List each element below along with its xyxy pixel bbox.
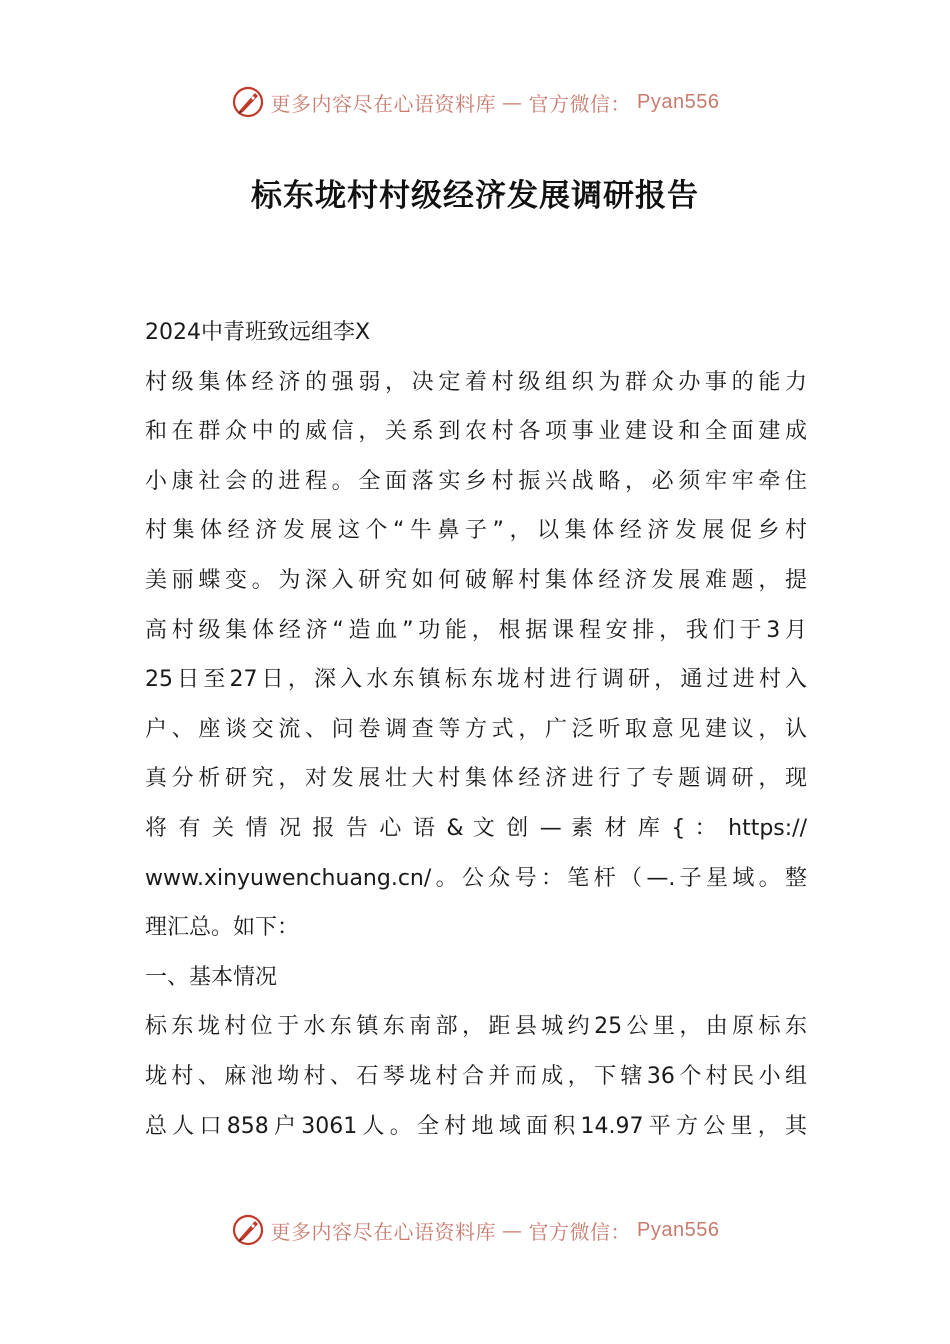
body-line: www.xinyuwenchuang.cn/。公众号：笔杆（—.子星域。整	[145, 865, 807, 891]
body-line: 总人口858户3061人。全村地域面积14.97平方公里，其	[145, 1113, 807, 1139]
body-line: 村级集体经济的强弱，决定着村级组织为群众办事的能力	[145, 369, 807, 395]
header-banner	[0, 82, 950, 122]
body-line: 高村级集体经济“造血”功能，根据课程安排，我们于3月	[145, 617, 807, 643]
body-line: 美丽蝶变。为深入研究如何破解村集体经济发展难题，提	[145, 567, 807, 593]
document-title: 标东垅村村级经济发展调研报告	[251, 178, 699, 214]
body-line: 理汇总。如下：	[145, 915, 300, 941]
body-line: 标东垅村位于水东镇东南部，距县城约25公里，由原标东	[145, 1014, 807, 1040]
body-line: 和在群众中的威信，关系到农村各项事业建设和全面建成	[145, 419, 807, 445]
section-heading: 一、基本情况	[145, 964, 278, 990]
document-body	[145, 308, 807, 1151]
body-line: 将 有 关 情 况 报 告 心 语 & 文 创 — 素 材 库 { ： https://	[145, 815, 807, 841]
banner-separator: —	[502, 1218, 523, 1242]
quill-pen-logo-icon	[231, 1213, 265, 1247]
body-line: 真分析研究，对发展壮大村集体经济进行了专题调研，现	[145, 766, 807, 792]
banner-wechat-id: Pyan556	[637, 1218, 720, 1241]
body-line: 小康社会的进程。全面落实乡村振兴战略，必须牢牢牵住	[145, 468, 807, 494]
author-line: 2024中青班致远组李X	[145, 320, 371, 345]
banner-separator: —	[502, 90, 523, 114]
body-line: 户、座谈交流、问卷调查等方式，广泛听取意见建议，认	[145, 716, 807, 742]
banner-wechat-id: Pyan556	[637, 90, 720, 113]
body-line: 村集体经济发展这个“牛鼻子”，以集体经济发展促乡村	[145, 518, 807, 544]
footer-banner	[0, 1210, 950, 1250]
quill-pen-logo-icon	[231, 85, 265, 119]
body-line: 25日至27日，深入水东镇标东垅村进行调研，通过进村入	[145, 667, 807, 693]
banner-official-label: 官方微信：	[528, 1219, 632, 1244]
body-line: 垅村、麻池坳村、石琴垅村合并而成，下辖36个村民小组	[145, 1063, 807, 1089]
banner-official-label: 官方微信：	[528, 91, 632, 116]
banner-promo-text: 更多内容尽在心语资料库	[270, 1219, 497, 1244]
banner-promo-text: 更多内容尽在心语资料库	[270, 91, 497, 116]
